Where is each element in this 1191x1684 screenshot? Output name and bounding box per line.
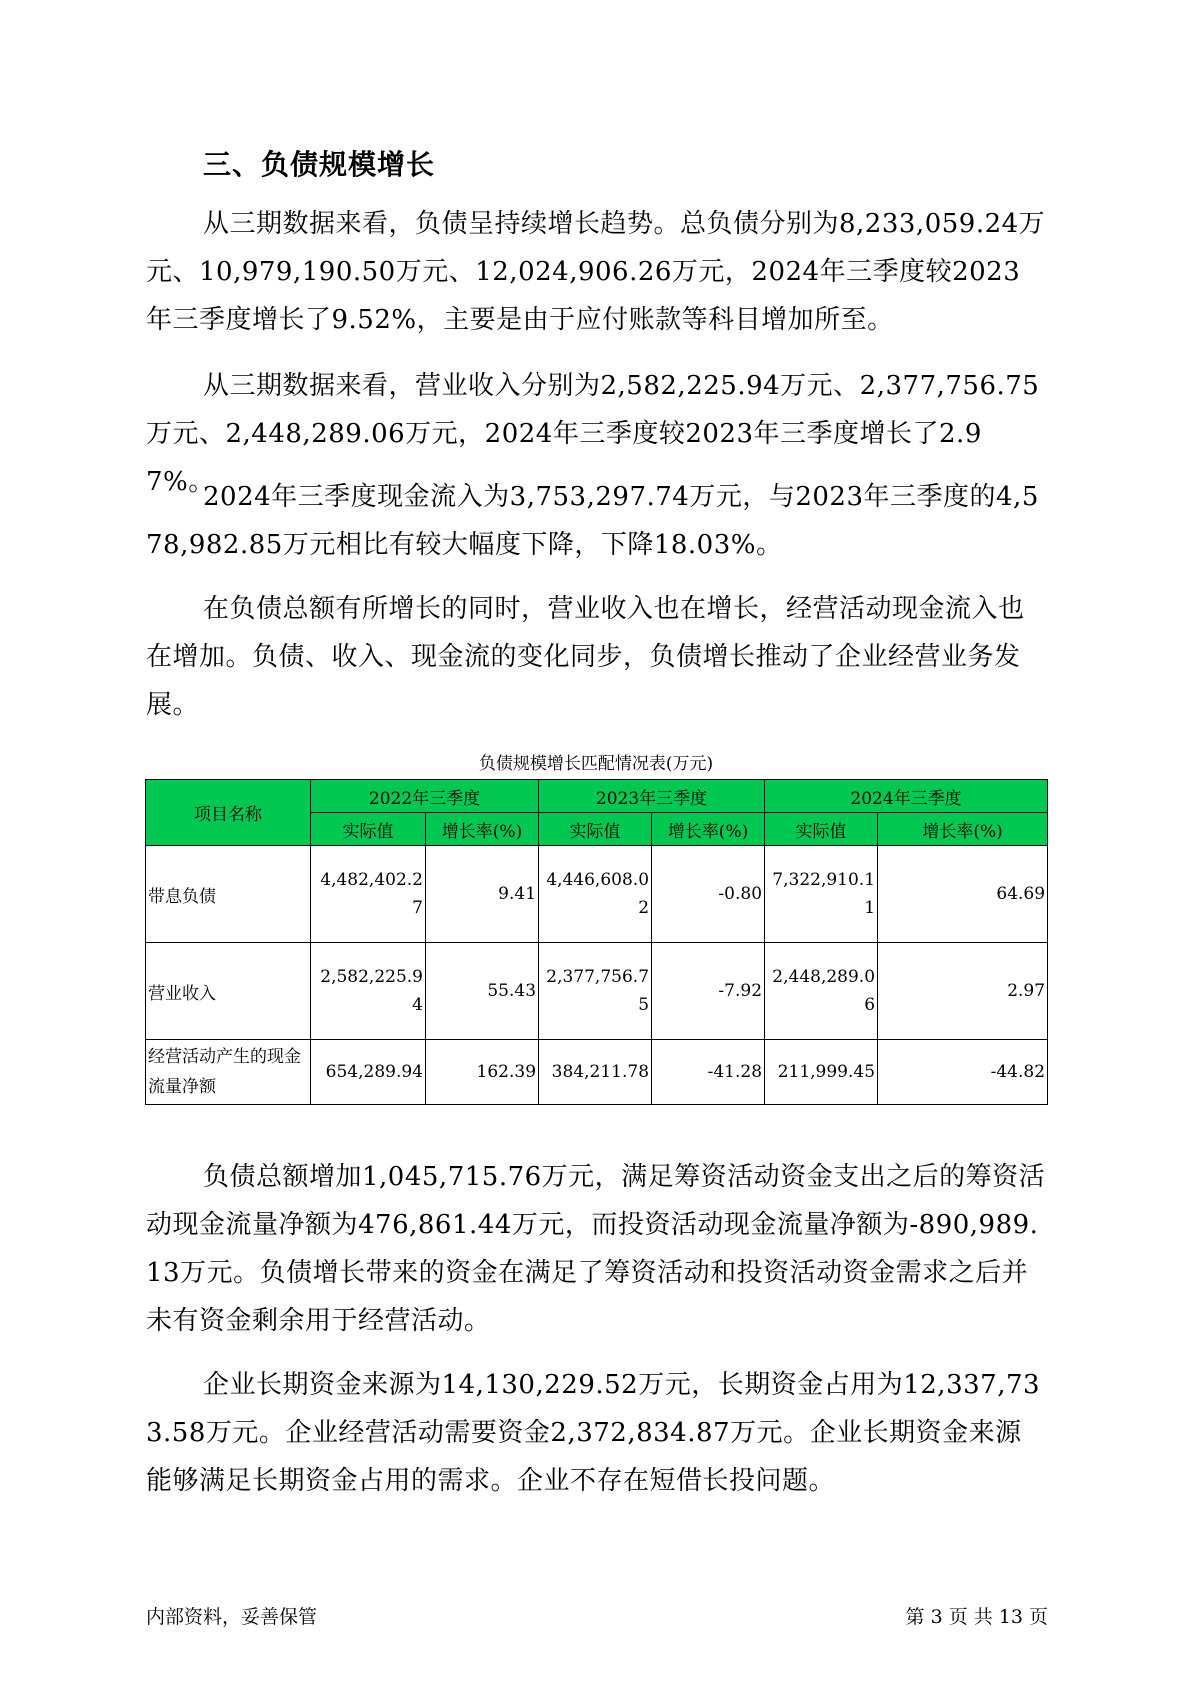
cell-growth: -41.28 — [652, 1040, 765, 1105]
row-name: 带息负债 — [146, 846, 311, 943]
cell-growth: -7.92 — [652, 943, 765, 1040]
header-growth: 增长率(%) — [878, 813, 1048, 846]
row-name: 经营活动产生的现金流量净额 — [146, 1040, 311, 1105]
cell-actual: 2,377,756.75 — [539, 943, 652, 1040]
cell-growth: 162.39 — [426, 1040, 539, 1105]
header-growth: 增长率(%) — [426, 813, 539, 846]
paragraph-revenue-trend: 从三期数据来看，营业收入分别为2,582,225.94万元、2,377,756.75万元、2,448,289.06万元，2024年三季度较2023年三季度增长了2.97%。 — [146, 371, 1040, 497]
table-row — [146, 846, 1048, 943]
cell-actual: 654,289.94 — [311, 1040, 426, 1105]
section-heading: 三、负债规模增长 — [203, 148, 436, 181]
cell-actual: 4,482,402.27 — [311, 846, 426, 943]
header-item-name: 项目名称 — [146, 780, 311, 846]
cell-actual: 7,322,910.11 — [765, 846, 878, 943]
paragraph-cash-inflow: 2024年三季度现金流入为3,753,297.74万元，与2023年三季度的4,578,982.85万元相比有较大幅度下降，下降18.03%。 — [146, 482, 1039, 560]
cell-actual: 2,582,225.94 — [311, 943, 426, 1040]
paragraph-liability-trend: 从三期数据来看，负债呈持续增长趋势。总负债分别为8,233,059.24万元、10,979,190.50万元、12,024,906.26万元，2024年三季度较2023年三季度增长了9.52%，主要是由于应付账款等科目增加所至。 — [146, 209, 1046, 335]
paragraph-financing-analysis: 负债总额增加1,045,715.76万元，满足筹资活动资金支出之后的筹资活动现金流量净额为476,861.44万元，而投资活动现金流量净额为-890,989.13万元。负债增长带来的资金在满足了筹资活动和投资活动资金需求之后并未有资金剩余用于经营活动。 — [146, 1162, 1046, 1336]
cell-growth: -0.80 — [652, 846, 765, 943]
header-period-2022: 2022年三季度 — [311, 780, 539, 813]
cell-growth: 9.41 — [426, 846, 539, 943]
cell-actual: 384,211.78 — [539, 1040, 652, 1105]
cell-growth: 55.43 — [426, 943, 539, 1040]
cell-growth: -44.82 — [878, 1040, 1048, 1105]
footer-page-number: 第 3 页 共 13 页 — [905, 1606, 1048, 1628]
row-name: 营业收入 — [146, 943, 311, 1040]
header-growth: 增长率(%) — [652, 813, 765, 846]
header-period-2023: 2023年三季度 — [539, 780, 765, 813]
header-actual: 实际值 — [765, 813, 878, 846]
cell-actual: 2,448,289.06 — [765, 943, 878, 1040]
table-row — [146, 1040, 1048, 1105]
paragraph-sync-analysis: 在负债总额有所增长的同时，营业收入也在增长，经营活动现金流入也在增加。负债、收入、现金流的变化同步，负债增长推动了企业经营业务发展。 — [146, 594, 1025, 720]
table-row — [146, 943, 1048, 1040]
cell-growth: 64.69 — [878, 846, 1048, 943]
cell-growth: 2.97 — [878, 943, 1048, 1040]
header-period-2024: 2024年三季度 — [765, 780, 1048, 813]
paragraph-long-term-funding: 企业长期资金来源为14,130,229.52万元，长期资金占用为12,337,733.58万元。企业经营活动需要资金2,372,834.87万元。企业长期资金来源能够满足长期资金占用的需求。企业不存在短借长投问题。 — [146, 1370, 1041, 1496]
header-actual: 实际值 — [539, 813, 652, 846]
cell-actual: 211,999.45 — [765, 1040, 878, 1105]
footer-confidential-note: 内部资料，妥善保管 — [146, 1606, 318, 1628]
liability-growth-table — [145, 779, 1048, 1105]
cell-actual: 4,446,608.02 — [539, 846, 652, 943]
header-actual: 实际值 — [311, 813, 426, 846]
table-caption: 负债规模增长匹配情况表(万元) — [478, 754, 714, 774]
